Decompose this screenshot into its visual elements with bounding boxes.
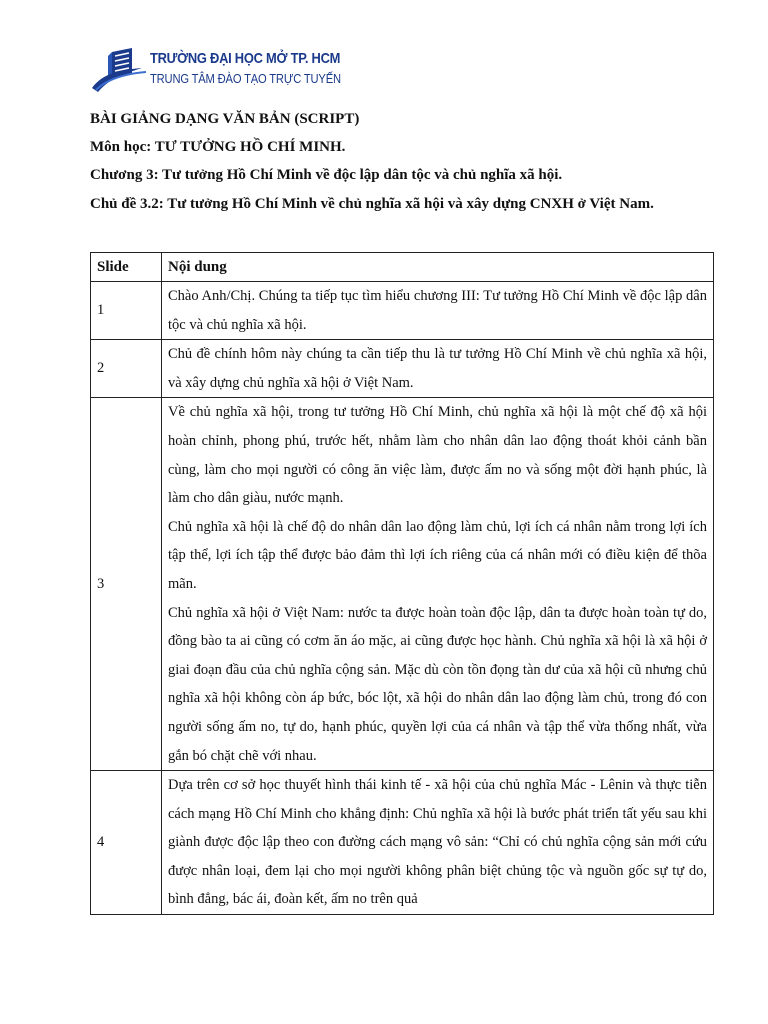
content-paragraph: Chủ nghĩa xã hội ở Việt Nam: nước ta được hoàn toàn độc lập, dân ta được hoàn toàn tự do, đồng bào ta ai cũng có cơm ăn áo mặc, ai cũng được học hành. Chủ nghĩa xã hội là xã hội ở giai đoạn đầu của chủ nghĩa cộng sản. Mặc dù còn tồn đọng tàn dư của xã hội cũ nhưng chủ nghĩa xã hội không còn áp bức, bóc lột, xã hội do nhân dân lao động làm chủ, trong đó con người sống ấm no, tự do, hạnh phúc, quyền lợi của cá nhân và tập thể vừa thống nhất, vừa gắn bó chặt chẽ với nhau. [168,604,707,764]
slide-number: 4 [91,771,162,915]
slide-number: 2 [91,340,162,398]
book-swoosh-logo-icon [88,44,150,96]
column-header-slide: Slide [91,253,162,282]
content-cell [162,340,714,398]
script-table [90,252,714,915]
table-row [91,282,714,340]
content-paragraph: Dựa trên cơ sở học thuyết hình thái kinh tế - xã hội của chủ nghĩa Mác - Lênin và thực tiễn cách mạng Hồ Chí Minh cho khẳng định: Chủ nghĩa xã hội là bước phát triển tất yếu sau khi giành được độc lập theo con đường cách mạng vô sản: “Chỉ có chủ nghĩa cộng sản mới cứu được nhân loại, đem lại cho mọi người không phân biệt chủng tộc và nguồn gốc sự tự do, bình đẳng, bác ái, đoàn kết, ấm no trên quả [168,777,707,908]
subject-line: Môn học: TƯ TƯỞNG HỒ CHÍ MINH. [90,139,346,155]
table-row [91,771,714,915]
content-cell [162,282,714,340]
content-paragraph: Chủ đề chính hôm này chúng ta cần tiếp thu là tư tưởng Hồ Chí Minh về chủ nghĩa xã hội, và xây dựng chủ nghĩa xã hội ở Việt Nam. [168,346,707,391]
document-header [90,105,720,219]
table-row [91,340,714,398]
university-logo [88,44,341,96]
logo-university-name: TRƯỜNG ĐẠI HỌC MỞ TP. HCM [150,50,341,67]
content-cell [162,771,714,915]
chapter-line: Chương 3: Tư tưởng Hồ Chí Minh về độc lập dân tộc và chủ nghĩa xã hội. [90,167,563,183]
topic-line: Chủ đề 3.2: Tư tưởng Hồ Chí Minh về chủ nghĩa xã hội và xây dựng CNXH ở Việt Nam. [90,196,654,212]
document-type-title: BÀI GIẢNG DẠNG VĂN BẢN (SCRIPT) [90,111,360,127]
logo-text [150,50,372,86]
table-header-row [91,253,714,282]
content-cell [162,398,714,771]
column-header-content: Nội dung [162,253,714,282]
slide-number: 1 [91,282,162,340]
table-row [91,398,714,771]
content-paragraph: Về chủ nghĩa xã hội, trong tư tưởng Hồ Chí Minh, chủ nghĩa xã hội là một chế độ xã hội hoàn chỉnh, phong phú, trước hết, nhằm làm cho nhân dân lao động thoát khỏi cảnh bần cùng, làm cho mọi người có công ăn việc làm, được ấm no và sống một đời hạnh phúc, là làm cho dân giàu, nước mạnh. [168,404,707,507]
logo-center-name: TRUNG TÂM ĐÀO TẠO TRỰC TUYẾN [150,71,341,86]
slide-number: 3 [91,398,162,771]
content-paragraph: Chủ nghĩa xã hội là chế độ do nhân dân lao động làm chủ, lợi ích cá nhân nằm trong lợi ích tập thể, lợi ích tập thể được bảo đảm thì lợi ích riêng của cá nhân mới có điều kiện để thõa mãn. [168,518,707,592]
content-paragraph: Chào Anh/Chị. Chúng ta tiếp tục tìm hiểu chương III: Tư tưởng Hồ Chí Minh về độc lập dân tộc và chủ nghĩa xã hội. [168,288,707,333]
